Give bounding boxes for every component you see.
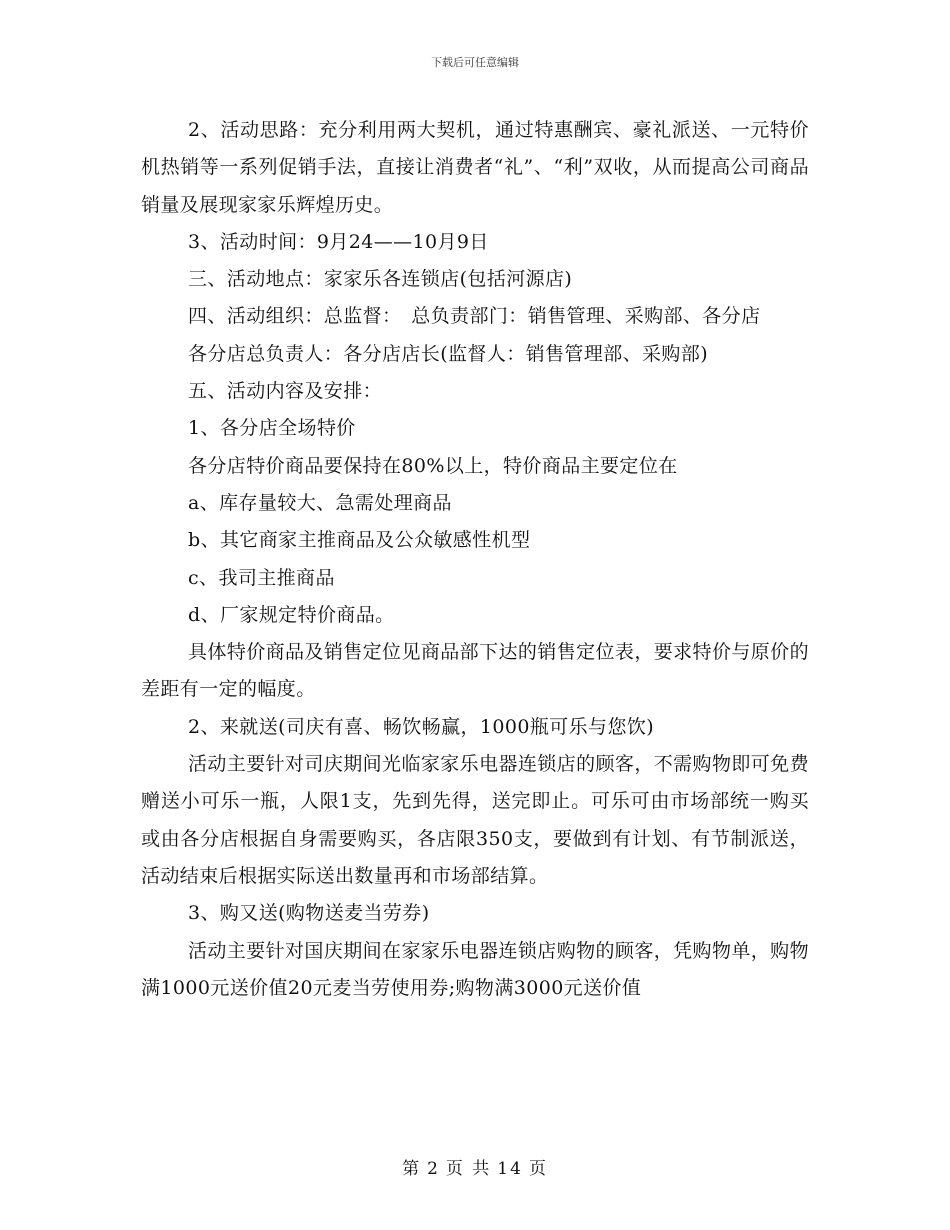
paragraph-special-price-ratio: 各分店特价商品要保持在80%以上，特价商品主要定位在 [188,454,678,477]
paragraph-mcdonalds-voucher: 活动主要针对国庆期间在家家乐电器连锁店购物的顾客，凭购物单，购物满1000元送价值20元麦当劳使用券;购物满3000元送价值 [141,939,809,999]
list-item-d: d、厂家规定特价商品。 [188,603,395,626]
item-heading-buy-and-get: 3、购又送(购物送麦当劳券) [188,902,430,925]
paragraph-activity-time: 3、活动时间：9月24——10月9日 [188,230,489,253]
paragraph-store-managers: 各分店总负责人：各分店店长(监督人：销售管理部、采购部) [188,342,709,365]
list-item-c: c、我司主推商品 [188,566,335,589]
item-heading-special-price: 1、各分店全场特价 [188,417,356,440]
list-item-b: b、其它商家主推商品及公众敏感性机型 [188,529,531,552]
list-item-a: a、库存量较大、急需处理商品 [188,491,452,514]
document-body [141,112,809,1007]
footer-page-number: 2 [427,1159,440,1179]
paragraph-activity-organization: 四、活动组织：总监督： 总负责部门：销售管理、采购部、各分店 [188,305,761,328]
page-footer [0,1154,950,1179]
paragraph-activity-idea: 2、活动思路：充分利用两大契机，通过特惠酬宾、豪礼派送、一元特价机热销等一系列促销手法，直接让消费者“礼”、“利”双收，从而提高公司商品销量及展现家家乐辉煌历史。 [141,119,809,216]
paragraph-price-positioning: 具体特价商品及销售定位见商品部下达的销售定位表，要求特价与原价的差距有一定的幅度。 [141,641,809,701]
footer-total-pages: 14 [497,1159,523,1179]
paragraph-activity-location: 三、活动地点：家家乐各连锁店(包括河源店) [188,268,573,291]
item-heading-come-and-get: 2、来就送(司庆有喜、畅饮畅赢，1000瓶可乐与您饮) [188,715,655,738]
page-header: 下载后可任意编辑 [431,56,519,69]
footer-middle: 页 共 [445,1159,492,1179]
section-heading-content: 五、活动内容及安排： [188,380,383,403]
paragraph-cola-giveaway: 活动主要针对司庆期间光临家家乐电器连锁店的顾客，不需购物即可免费赠送小可乐一瓶，人限1支，先到先得，送完即止。可乐可由市场部统一购买或由各分店根据自身需要购买，各店限350支，要做到有计划、有节制派送，活动结束后根据实际送出数量再和市场部结算。 [141,753,809,887]
footer-prefix: 第 [402,1159,422,1179]
footer-suffix: 页 [528,1159,548,1179]
